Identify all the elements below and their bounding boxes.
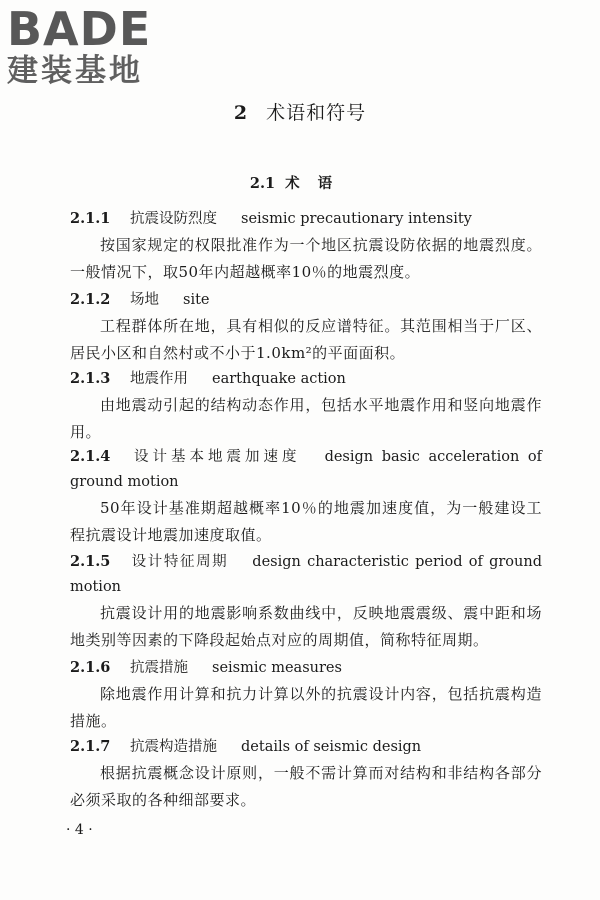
term-item (70, 206, 542, 286)
term-item (70, 366, 542, 446)
term-heading (70, 444, 542, 495)
term-item (70, 655, 542, 735)
term-definition: 50年设计基准期超越概率10％的地震加速度值，为一般建设工程抗震设计地震加速度取值。 (70, 499, 542, 544)
term-heading (70, 549, 542, 600)
term-definition: 由地震动引起的结构动态作用，包括水平地震作用和竖向地震作用。 (70, 396, 542, 441)
term-english: seismic precautionary intensity (241, 211, 472, 227)
chapter-title: 术语和符号 (266, 102, 367, 124)
term-item (70, 734, 542, 814)
brand-logo (7, 2, 152, 89)
term-number: 2.1.1 (70, 210, 111, 227)
term-english: seismic measures (212, 660, 342, 676)
term-heading (70, 206, 542, 232)
section-heading (0, 172, 600, 193)
term-number: 2.1.5 (70, 553, 111, 570)
term-item (70, 444, 542, 549)
term-definition: 按国家规定的权限批准作为一个地区抗震设防依据的地震烈度。一般情况下，取50年内超越概率10％的地震烈度。 (70, 236, 542, 281)
term-number: 2.1.2 (70, 291, 111, 308)
term-english: design characteristic period of ground motion (70, 554, 542, 595)
term-chinese: 抗震设防烈度 (130, 211, 217, 227)
term-english: site (183, 292, 210, 308)
term-english: earthquake action (212, 371, 346, 387)
section-number: 2.1 (249, 175, 276, 192)
term-chinese: 场地 (130, 292, 159, 308)
section-title: 术语 (285, 175, 351, 192)
term-number: 2.1.4 (70, 448, 111, 465)
term-chinese: 地震作用 (130, 371, 188, 387)
term-definition: 工程群体所在地，具有相似的反应谱特征。其范围相当于厂区、居民小区和自然村或不小于1.0km²的平面面积。 (70, 317, 542, 362)
page-number: · 4 · (66, 822, 93, 838)
term-item (70, 549, 542, 654)
logo-subtitle: 建装基地 (7, 53, 143, 89)
term-english: details of seismic design (241, 739, 422, 755)
chapter-number: 2 (233, 102, 249, 124)
term-definition: 除地震作用计算和抗力计算以外的抗震设计内容，包括抗震构造措施。 (70, 685, 542, 730)
term-definition: 抗震设计用的地震影响系数曲线中，反映地震震级、震中距和场地类别等因素的下降段起始点对应的周期值，简称特征周期。 (70, 604, 542, 649)
term-heading (70, 287, 542, 313)
term-definition: 根据抗震概念设计原则，一般不需计算而对结构和非结构各部分必须采取的各种细部要求。 (70, 764, 542, 809)
term-number: 2.1.6 (70, 659, 111, 676)
logo-brand-text: BADE (7, 2, 152, 56)
term-heading (70, 366, 542, 392)
chapter-heading (0, 98, 600, 125)
term-number: 2.1.7 (70, 738, 111, 755)
term-heading (70, 734, 542, 760)
term-chinese: 抗震构造措施 (130, 739, 217, 755)
term-english: design basic acceleration of ground motion (70, 449, 542, 490)
term-chinese: 设计基本地震加速度 (130, 449, 301, 465)
term-number: 2.1.3 (70, 370, 111, 387)
term-item (70, 287, 542, 367)
term-chinese: 抗震措施 (130, 660, 188, 676)
term-chinese: 设计特征周期 (130, 554, 229, 570)
term-heading (70, 655, 542, 681)
